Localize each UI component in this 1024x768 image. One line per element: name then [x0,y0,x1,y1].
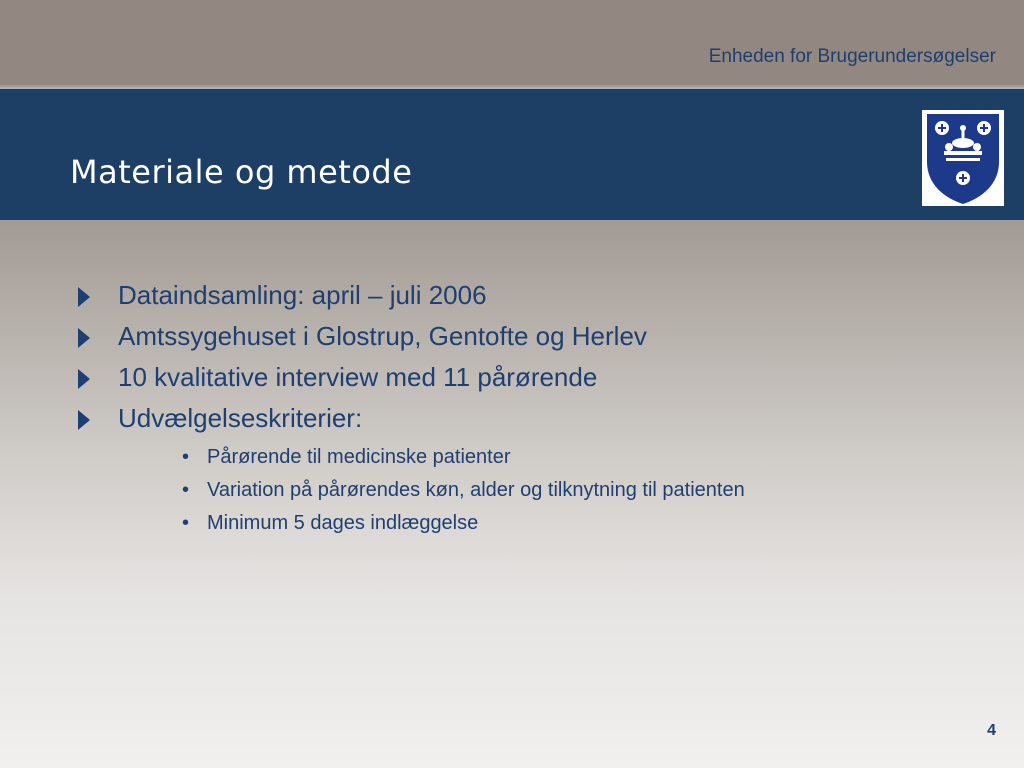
sub-bullet-text: Variation på pårørendes køn, alder og tilknytning til patienten [207,479,745,501]
sub-bullet-text: Minimum 5 dages indlæggelse [207,512,479,534]
triangle-right-icon [78,287,90,307]
slide-title: Materiale og metode [70,153,413,191]
sub-list-item [182,512,978,545]
top-bar [0,0,1024,85]
title-bar [0,87,1024,220]
coat-of-arms-logo [922,110,1004,206]
list-item [78,362,978,403]
triangle-right-icon [78,410,90,430]
page-number: 4 [987,722,996,739]
bullet-text: 10 kvalitative interview med 11 pårørende [118,362,598,392]
list-item [78,321,978,362]
bullet-text: Amtssygehuset i Glostrup, Gentofte og Herlev [118,321,647,351]
list-item [78,403,978,444]
sub-list-item [182,446,978,479]
organization-name: Enheden for Brugerundersøgelser [708,46,996,67]
list-item [78,280,978,321]
sub-list-item [182,479,978,512]
bullet-dot-icon: • [182,479,190,501]
triangle-right-icon [78,328,90,348]
sub-bullet-text: Pårørende til medicinske patienter [207,446,511,468]
bullet-dot-icon: • [182,446,190,468]
bullet-list [78,280,978,545]
triangle-right-icon [78,369,90,389]
bullet-text: Dataindsamling: april – juli 2006 [118,280,487,310]
sub-bullet-list [78,446,978,545]
bullet-text: Udvælgelseskriterier: [118,403,363,433]
bullet-dot-icon: • [182,512,190,534]
